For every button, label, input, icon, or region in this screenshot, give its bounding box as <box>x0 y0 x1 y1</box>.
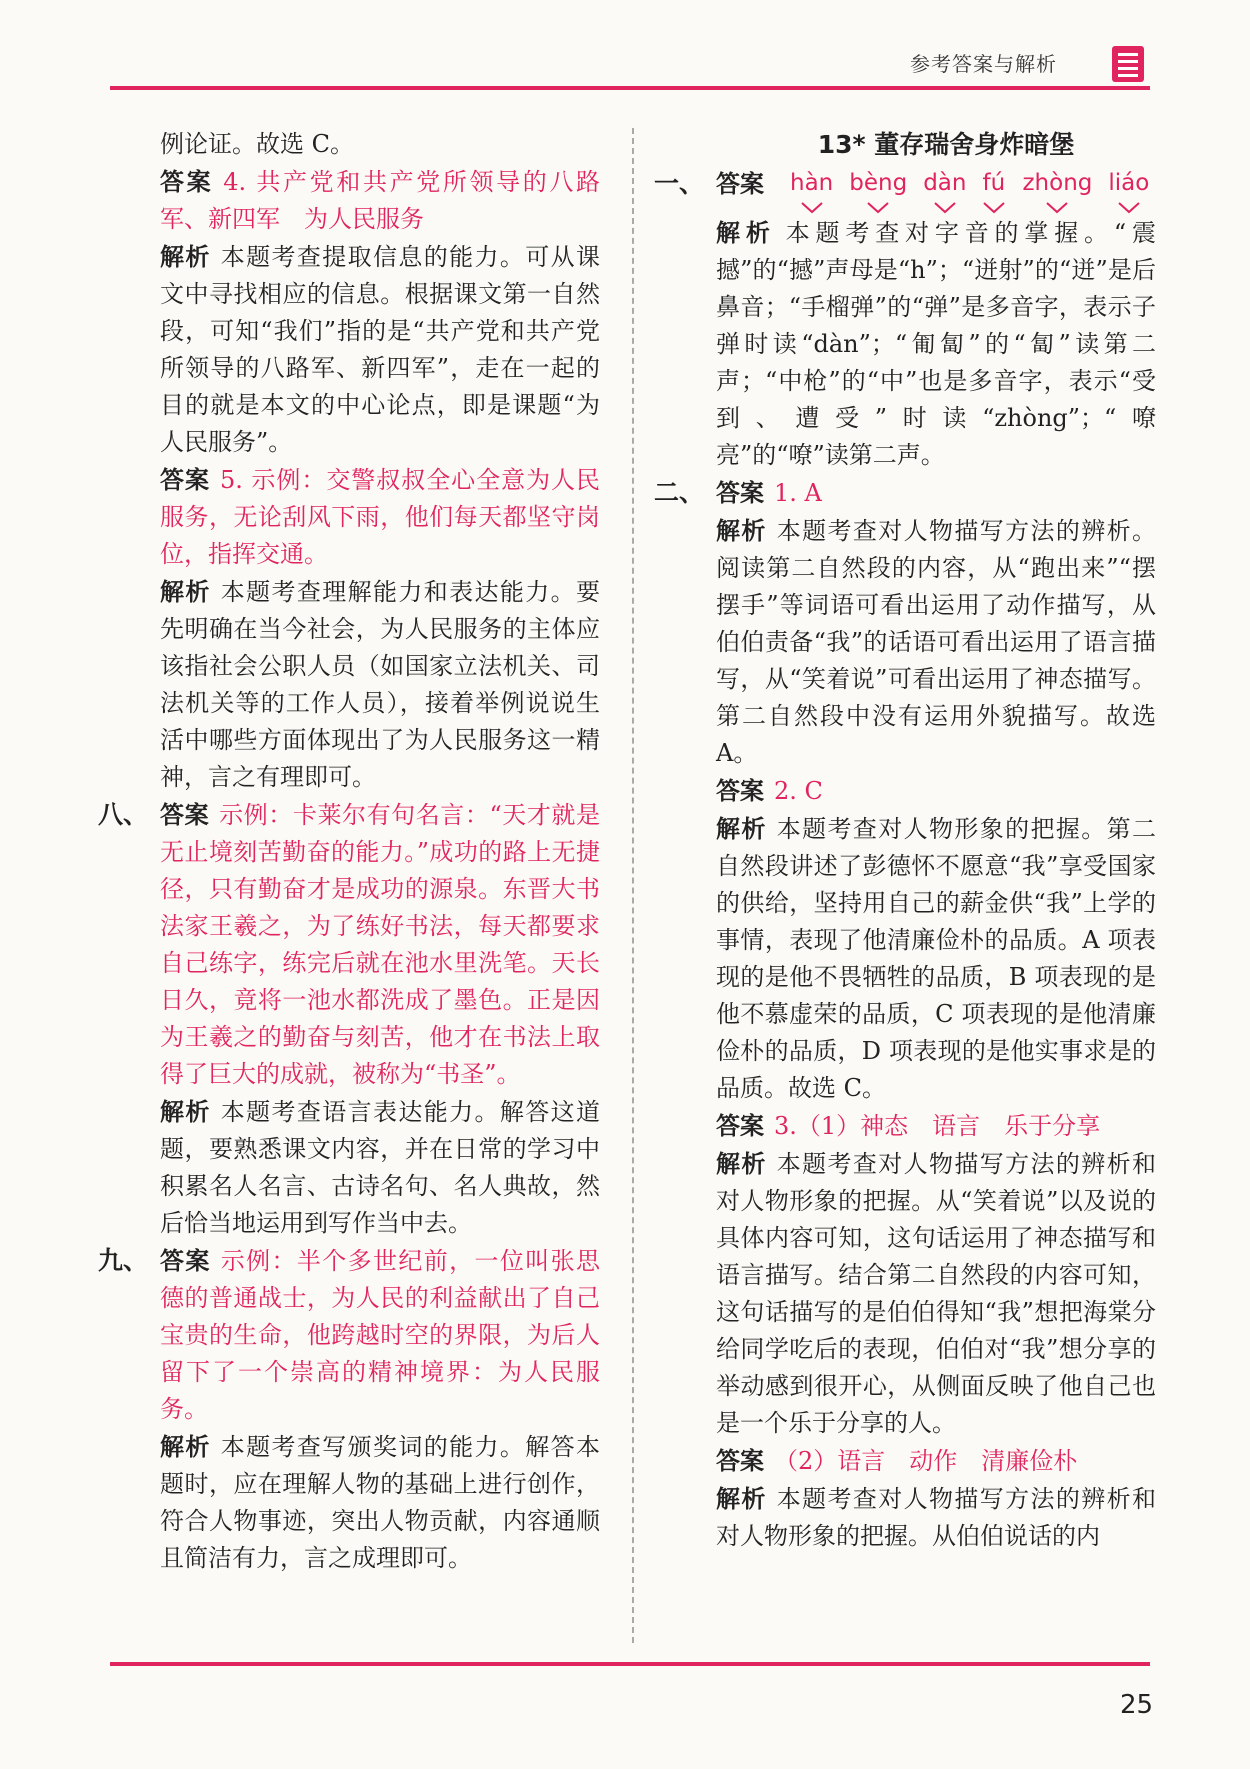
analysis-text: 本题考查对字音的掌握。“震撼”的“撼”声母是“h”；“迸射”的“迸”是后鼻音；“手榴弹”的“弹”是多音字，表示子弹时读“dàn”；“匍匐”的“匐”读第二声；“中枪”的“中”也是多音字，表示“受到、遭受”时读“zhòng”；“嘹亮”的“嘹”读第二声。 <box>716 219 1157 469</box>
continuation-text: 例论证。故选 C。 <box>160 130 354 158</box>
analysis-text: 本题考查写颁奖词的能力。解答本题时，应在理解人物的基础上进行创作，符合人物事迹，突出人物贡献，内容通顺且简洁有力，言之成理即可。 <box>160 1433 600 1572</box>
pinyin-row <box>716 165 1156 214</box>
analysis-4 <box>160 238 600 461</box>
analysis-text: 本题考查对人物描写方法的辨析和对人物形象的把握。从伯伯说话的内 <box>716 1485 1156 1550</box>
answer-1 <box>654 165 1156 214</box>
analysis-1 <box>716 214 1156 474</box>
answer-label: 答案 <box>716 478 764 507</box>
answer-label: 答案 <box>160 800 210 829</box>
analysis-text: 本题考查对人物形象的把握。第二自然段讲述了彭德怀不愿意“我”享受国家的供给，坚持用自己的薪金供“我”上学的事情，表现了他清廉俭朴的品质。A 项表现的是他不畏牺牲的品质，B 项表现的是他不慕虚荣的品质，C 项表现的是他清廉俭朴的品质，D 项表现的是他实事求是的品质。故选 C。 <box>716 815 1156 1102</box>
answer-text: 4. 共产党和共产党所领导的八路军、新四军 为人民服务 <box>160 168 600 233</box>
lesson-title: 13* 董存瑞舍身炸暗堡 <box>817 130 1075 159</box>
answer-text: 5. 示例：交警叔叔全心全意为人民服务，无论刮风下雨，他们每天都坚守岗位，指挥交通。 <box>160 466 600 568</box>
header-rule <box>110 86 1150 90</box>
column-divider <box>632 128 634 1643</box>
answer-text: 2. C <box>774 777 823 805</box>
answer-2-2 <box>716 772 1156 810</box>
answer-5 <box>160 461 600 573</box>
answer-text: 示例：半个多世纪前，一位叫张思德的普通战士，为人民的利益献出了自己宝贵的生命，他跨越时空的界限，为后人留下了一个崇高的精神境界：为人民服务。 <box>160 1247 600 1423</box>
left-column <box>98 126 601 1577</box>
pinyin-item: hàn <box>790 165 833 214</box>
answer-text: 3.（1）神态 语言 乐于分享 <box>774 1112 1101 1140</box>
checkmark-icon <box>933 200 957 214</box>
analysis-text: 本题考查理解能力和表达能力。要先明确在当今社会，为人民服务的主体应该指社会公职人员（如国家立法机关、司法机关等的工作人员），接着举例说说生活中哪些方面体现出了为人民服务这一精神，言之有理即可。 <box>160 578 600 791</box>
pinyin-item: zhòng <box>1022 165 1092 214</box>
pinyin-item: fú <box>982 165 1006 214</box>
checkmark-icon <box>866 200 890 214</box>
analysis-text: 本题考查语言表达能力。解答这道题，要熟悉课文内容，并在日常的学习中积累名人名言、古诗名句、名人典故，然后恰当地运用到写作当中去。 <box>160 1098 600 1237</box>
answer-2-1 <box>654 474 1156 512</box>
analysis-label: 解析 <box>716 1484 767 1513</box>
analysis-label: 解析 <box>160 1432 211 1461</box>
answer-label: 答案 <box>160 1246 211 1275</box>
pinyin-item: dàn <box>923 165 966 214</box>
right-column <box>654 126 1157 1555</box>
question-number: 八、 <box>98 800 149 829</box>
checkmark-icon <box>800 200 824 214</box>
pinyin-item: liáo <box>1108 165 1149 214</box>
answer-label: 答案 <box>716 169 764 198</box>
answer-2-3 <box>716 1107 1156 1145</box>
analysis-label: 解析 <box>160 577 211 606</box>
analysis-9 <box>160 1428 600 1577</box>
answer-4 <box>160 163 600 238</box>
analysis-2-2 <box>716 810 1156 1107</box>
analysis-2-3 <box>716 1145 1156 1442</box>
analysis-5 <box>160 573 600 796</box>
answer-text: 1. A <box>774 479 822 507</box>
checkmark-icon <box>1045 200 1069 214</box>
footer-rule <box>110 1662 1150 1666</box>
question-number: 九、 <box>98 1246 149 1275</box>
pinyin-item: bèng <box>849 165 907 214</box>
analysis-label: 解析 <box>716 814 767 843</box>
analysis-label: 解析 <box>160 1097 211 1126</box>
answer-8 <box>98 796 601 1093</box>
answer-label: 答案 <box>160 465 210 494</box>
analysis-label: 解析 <box>716 218 776 247</box>
analysis-label: 解析 <box>716 516 767 545</box>
answer-9 <box>98 1242 600 1428</box>
analysis-label: 解析 <box>160 242 211 271</box>
answer-text: （2）语言 动作 清廉俭朴 <box>774 1447 1078 1475</box>
checkmark-icon <box>1117 200 1141 214</box>
analysis-text: 本题考查对人物描写方法的辨析。阅读第二自然段的内容，从“跑出来”“摆摆手”等词语可看出运用了动作描写，从伯伯责备“我”的话语可看出运用了语言描写，从“笑着说”可看出运用了神态描写。第二自然段中没有运用外貌描写。故选 A。 <box>716 517 1156 767</box>
answer-text: 示例：卡莱尔有句名言：“天才就是无止境刻苦勤奋的能力。”成功的路上无捷径，只有勤奋才是成功的源泉。东晋大书法家王羲之，为了练好书法，每天都要求自己练字，练完后就在池水里洗笔。天长日久，竟将一池水都洗成了墨色。正是因为王羲之的勤奋与刻苦，他才在书法上取得了巨大的成就，被称为“书圣”。 <box>160 801 601 1088</box>
analysis-label: 解析 <box>716 1149 767 1178</box>
book-icon <box>1110 44 1146 84</box>
answer-label: 答案 <box>716 1446 764 1475</box>
analysis-text: 本题考查对人物描写方法的辨析和对人物形象的把握。从“笑着说”以及说的具体内容可知，这句话运用了神态描写和语言描写。结合第二自然段的内容可知，这句话描写的是伯伯得知“我”想把海棠分给同学吃后的表现，伯伯对“我”想分享的举动感到很开心，从侧面反映了他自己也是一个乐于分享的人。 <box>716 1150 1156 1437</box>
question-number: 一、 <box>654 169 705 198</box>
analysis-2-1 <box>716 512 1156 772</box>
analysis-8 <box>160 1093 600 1242</box>
question-number: 二、 <box>654 478 705 507</box>
page-number: 25 <box>1120 1690 1154 1720</box>
header-title: 参考答案与解析 <box>910 52 1057 76</box>
answer-label: 答案 <box>716 776 764 805</box>
analysis-2-4 <box>716 1480 1156 1555</box>
answer-2-4 <box>716 1442 1156 1480</box>
answer-label: 答案 <box>160 167 214 196</box>
answer-label: 答案 <box>716 1111 764 1140</box>
checkmark-icon <box>982 200 1006 214</box>
analysis-text: 本题考查提取信息的能力。可从课文中寻找相应的信息。根据课文第一自然段，可知“我们”指的是“共产党和共产党所领导的八路军、新四军”，走在一起的目的就是本文的中心论点，即是课题“为人民服务”。 <box>160 243 600 456</box>
